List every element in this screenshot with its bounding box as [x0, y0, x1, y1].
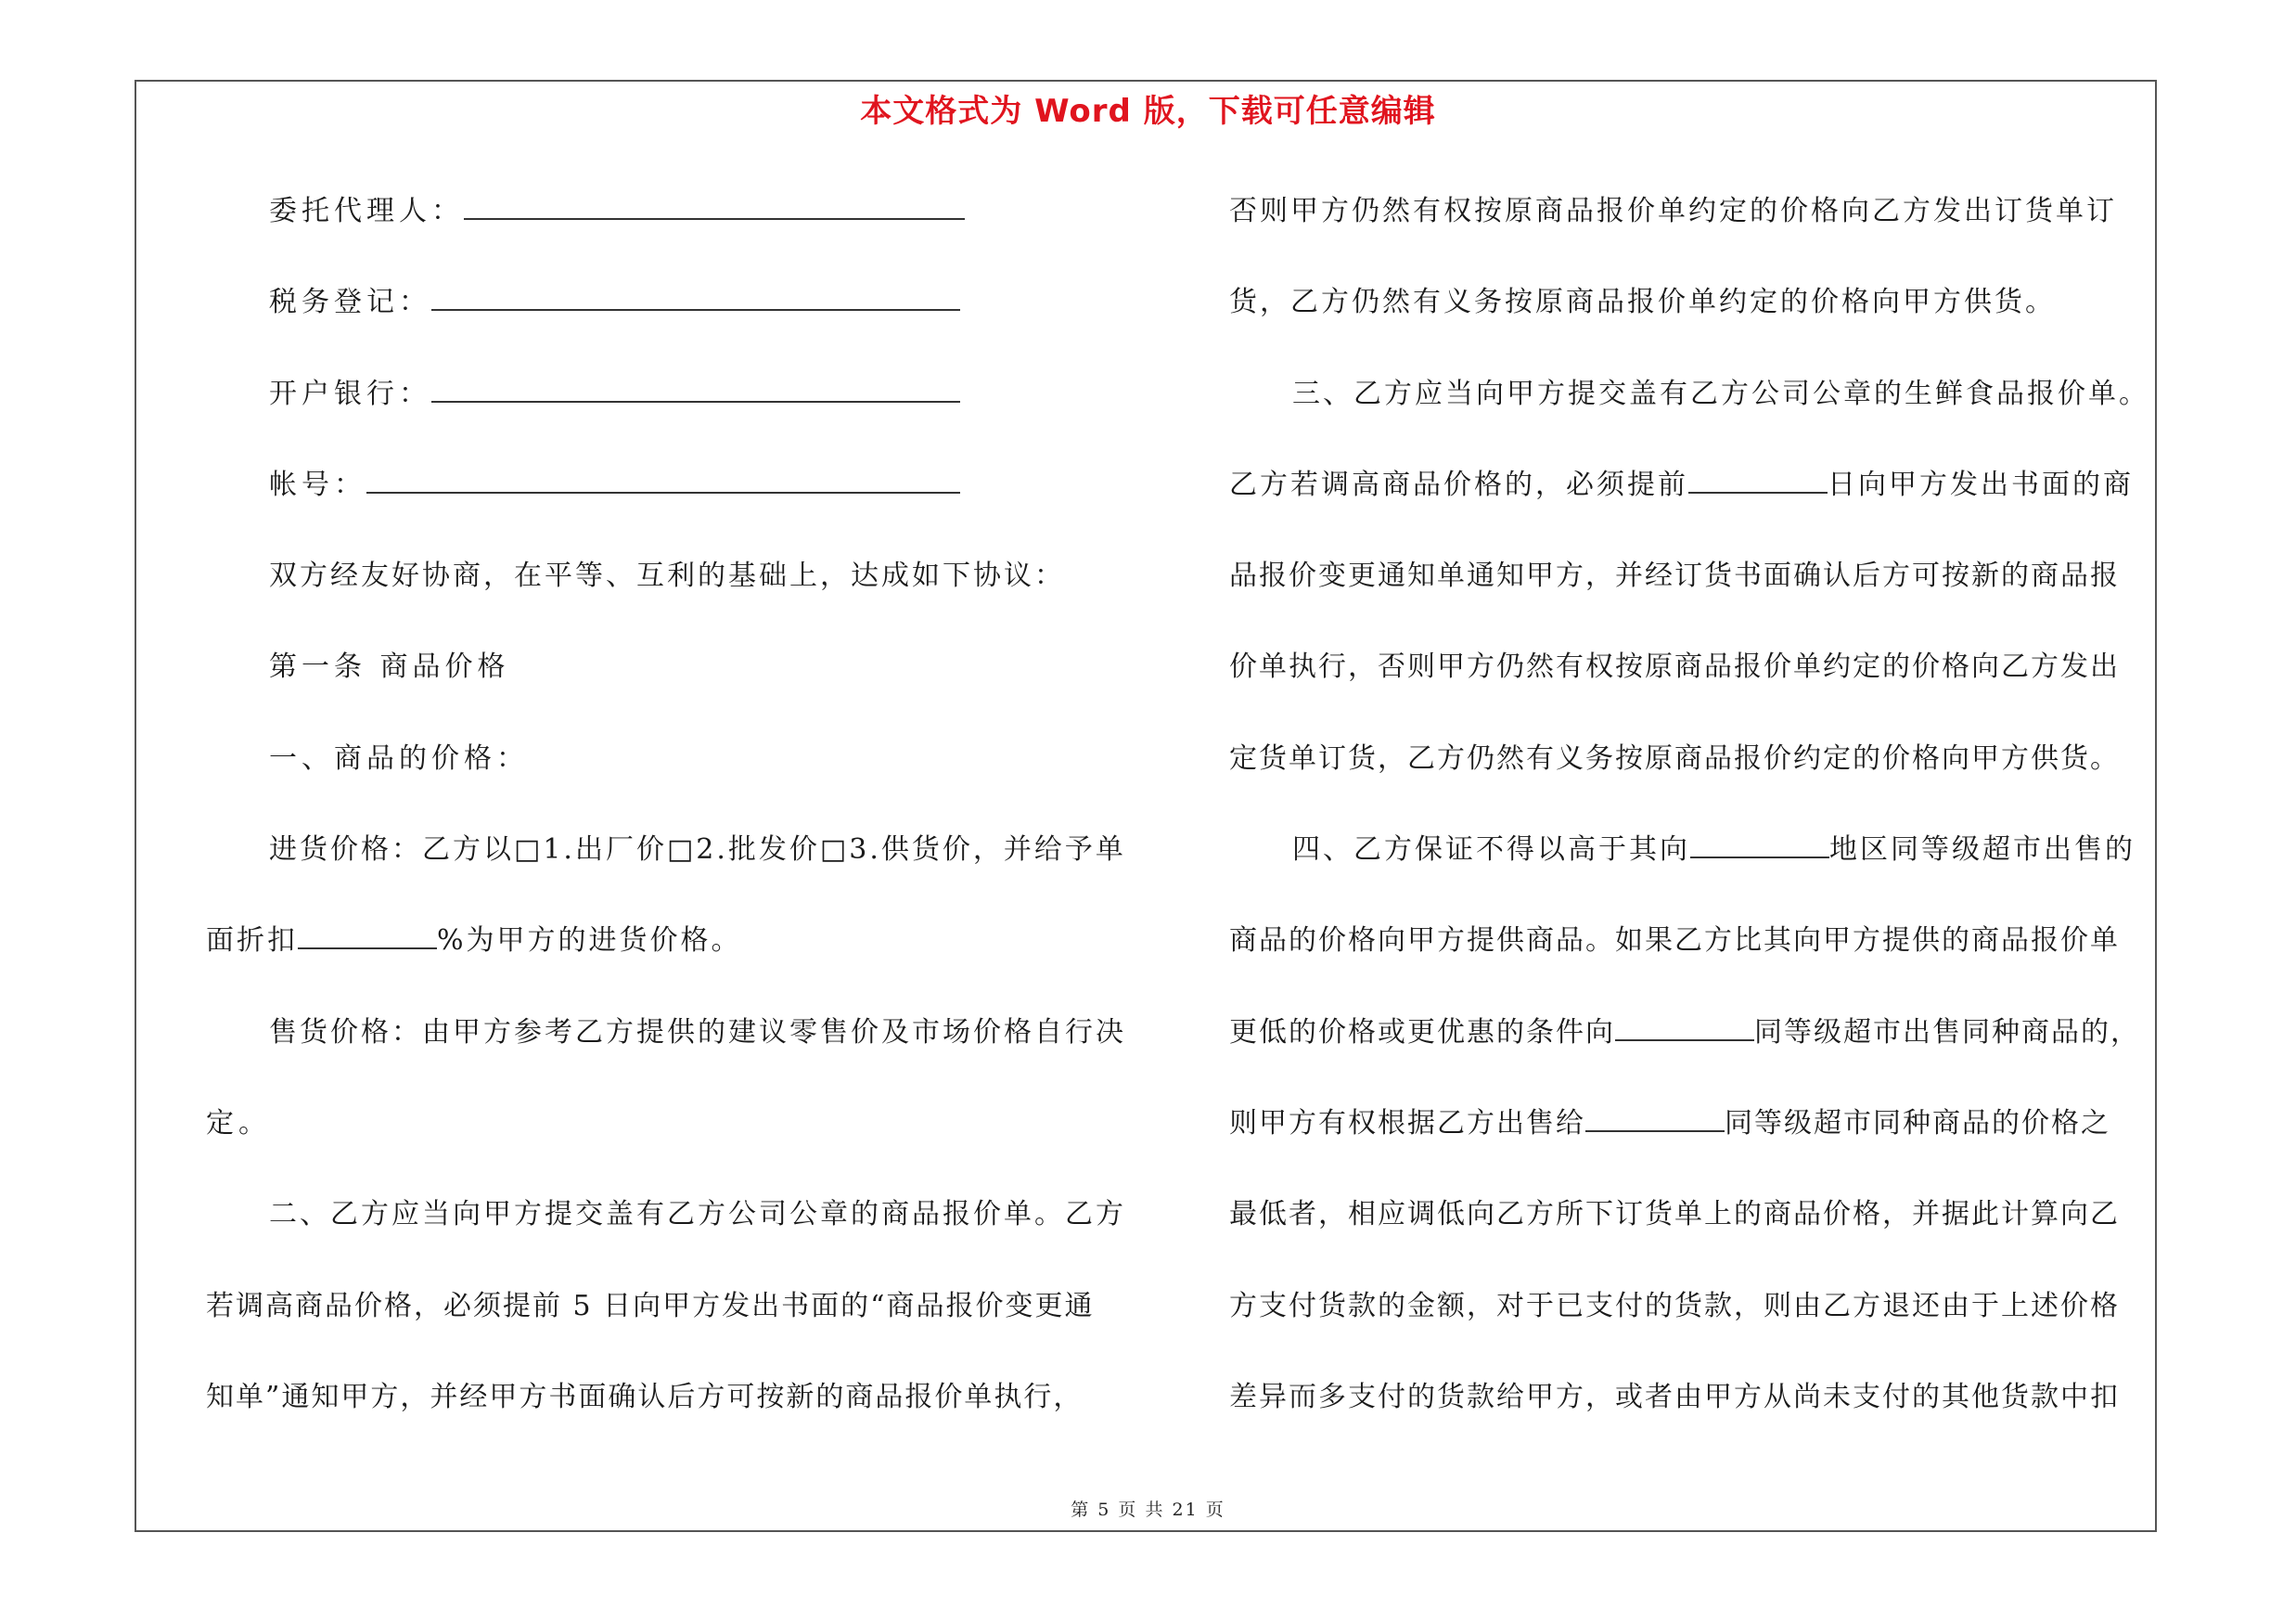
right-column	[1229, 184, 2157, 1461]
right-line-5: 品报价变更通知单通知甲方，并经订货书面确认后方可按新的商品报	[1229, 560, 2120, 593]
section2-line3: 知单”通知甲方，并经甲方书面确认后方可按新的商品报价单执行，	[206, 1380, 1084, 1413]
right-line-10	[1229, 1005, 2157, 1096]
right-line-1: 否则甲方仍然有权按原商品报价单约定的价格向乙方发出订货单订	[1229, 195, 2117, 227]
right-line-11	[1229, 1096, 2157, 1187]
article1-title: 第一条 商品价格	[269, 650, 510, 684]
right-line-4	[1229, 457, 2157, 548]
account-blank	[366, 464, 960, 494]
sale-price-line2: 定。	[206, 1106, 271, 1140]
tax-blank	[431, 281, 960, 311]
right-line-8-b: 地区同等级超市出售的	[1829, 833, 2136, 867]
purchase-price-line2	[206, 913, 1134, 1004]
market-blank-1	[1615, 1011, 1754, 1041]
right-line-8	[1229, 822, 2157, 913]
account-label: 帐号：	[269, 468, 366, 501]
region-blank	[1690, 829, 1829, 858]
right-line-11-b: 同等级超市同种商品的价格之	[1725, 1106, 2110, 1140]
sale-price-line1: 售货价格：由甲方参考乙方提供的建议零售价及市场价格自行决	[269, 1015, 1126, 1049]
market-blank-2	[1585, 1102, 1725, 1132]
bank-blank	[431, 373, 960, 403]
purchase-price-text-b: %为甲方的进货价格。	[437, 924, 742, 958]
right-line-9: 商品的价格向甲方提供商品。如果乙方比其向甲方提供的商品报价单	[1229, 924, 2120, 958]
bank-label: 开户银行：	[269, 377, 431, 410]
agent-blank	[464, 190, 965, 220]
right-line-7: 定货单订货，乙方仍然有义务按原商品报价约定的价格向甲方供货。	[1229, 741, 2120, 775]
agent-line	[206, 184, 1134, 275]
right-line-14: 差异而多支付的货款给甲方，或者由甲方从尚未支付的其他货款中扣	[1229, 1380, 2120, 1413]
right-line-11-a: 则甲方有权根据乙方出售给	[1229, 1106, 1585, 1140]
right-line-12: 最低者，相应调低向乙方所下订货单上的商品价格，并据此计算向乙	[1229, 1198, 2120, 1231]
format-banner: 本文格式为 Word 版，下载可任意编辑	[860, 93, 1436, 130]
right-line-4-a: 乙方若调高商品价格的，必须提前	[1229, 468, 1688, 501]
right-line-13: 方支付货款的金额，对于已支付的货款，则由乙方退还由于上述价格	[1229, 1289, 2120, 1322]
account-line	[206, 457, 1134, 548]
right-line-10-b: 同等级超市出售同种商品的，	[1754, 1015, 2140, 1049]
right-line-10-a: 更低的价格或更优惠的条件向	[1229, 1015, 1615, 1049]
agent-label: 委托代理人：	[269, 195, 464, 227]
purchase-price-line1: 进货价格：乙方以□1.出厂价□2.批发价□3.供货价，并给予单	[269, 833, 1126, 867]
right-line-8-a: 四、乙方保证不得以高于其向	[1292, 833, 1690, 867]
purchase-price-text-a: 面折扣	[206, 924, 298, 958]
days-blank	[1688, 464, 1828, 494]
right-line-3: 三、乙方应当向甲方提交盖有乙方公司公章的生鲜食品报价单。	[1292, 377, 2149, 410]
right-line-2: 货，乙方仍然有义务按原商品报价单约定的价格向甲方供货。	[1229, 286, 2056, 319]
right-line-6: 价单执行，否则甲方仍然有权按原商品报价单约定的价格向乙方发出	[1229, 650, 2120, 684]
intro-line: 双方经友好协商，在平等、互利的基础上，达成如下协议：	[269, 560, 1065, 593]
section2-line2: 若调高商品价格，必须提前 5 日向甲方发出书面的“商品报价变更通	[206, 1289, 1095, 1322]
bank-line	[206, 367, 1134, 457]
section2-line1: 二、乙方应当向甲方提交盖有乙方公司公章的商品报价单。乙方	[269, 1198, 1126, 1231]
left-column	[206, 184, 1134, 1461]
right-line-4-b: 日向甲方发出书面的商	[1828, 468, 2134, 501]
tax-line	[206, 275, 1134, 366]
tax-label: 税务登记：	[269, 286, 431, 319]
page-number: 第 5 页 共 21 页	[1071, 1500, 1225, 1520]
discount-blank	[298, 920, 437, 949]
section1-heading: 一、商品的价格：	[269, 741, 529, 775]
